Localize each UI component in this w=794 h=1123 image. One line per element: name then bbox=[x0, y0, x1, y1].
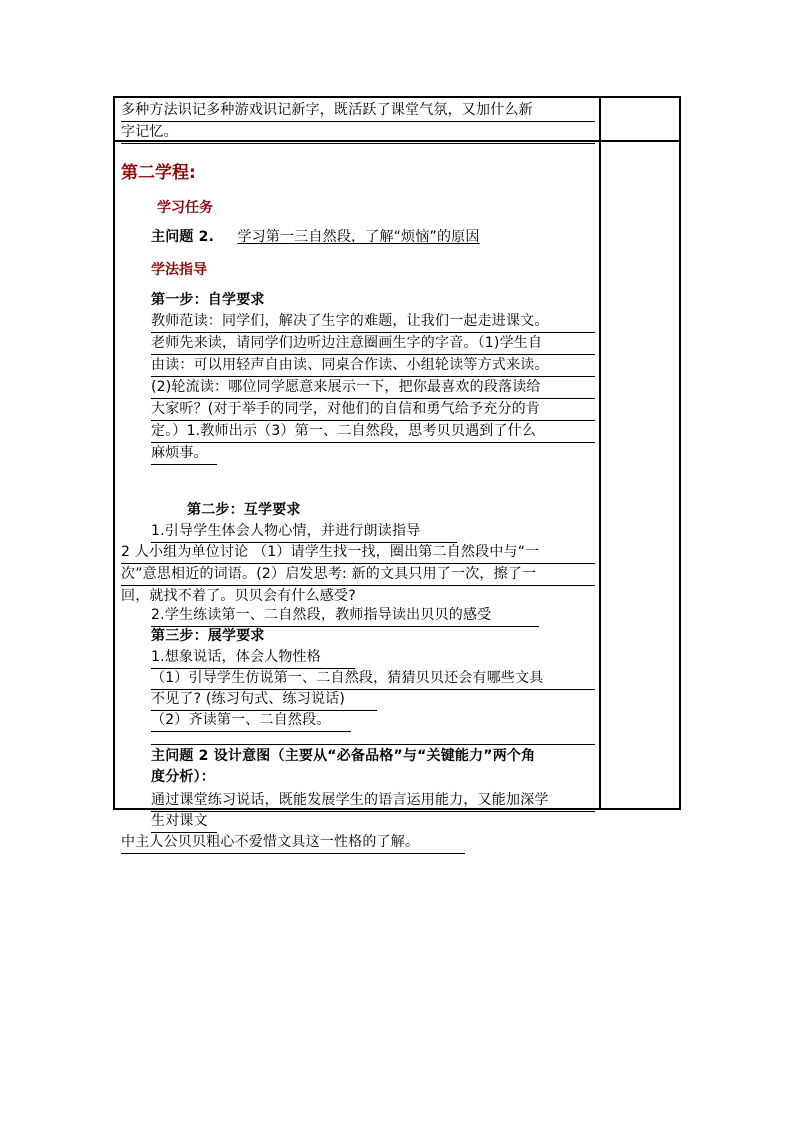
design-heading-line: 度分析）： bbox=[151, 769, 215, 785]
design-body-line: 通过课堂练习说话，既能发展学生的语言运用能力，又能加深学 bbox=[151, 790, 595, 812]
design-body-line: 中主人公贝贝粗心不爱惜文具这一性格的了解。 bbox=[121, 832, 465, 854]
step2-line: 2.学生练读第一、二自然段，教师指导读出贝贝的感受 bbox=[151, 605, 539, 627]
step3-line: 不见了? (练习句式、练习说话) bbox=[151, 689, 377, 711]
step3-line: 1.想象说话，体会人物性格 bbox=[151, 647, 355, 669]
step2-line: 回，就找不着了。贝贝会有什么感受? bbox=[121, 588, 356, 604]
step1-block bbox=[151, 290, 595, 465]
divider bbox=[151, 744, 595, 745]
step1-line: 定。）1.教师出示（3）第一、二自然段，思考贝贝遇到了什么 bbox=[151, 421, 595, 443]
table-row bbox=[115, 98, 679, 140]
step2-line: 2 人小组为单位讨论 （1）请学生找一找，圈出第二自然段中与“一 bbox=[121, 542, 595, 564]
method-heading: 学法指导 bbox=[151, 262, 207, 278]
table-row bbox=[115, 140, 679, 850]
step1-line: 教师范读：同学们，解决了生字的难题，让我们一起走进课文。 bbox=[151, 311, 595, 333]
step3-line: （1）引导学生仿说第一、二自然段，猜猜贝贝还会有哪些文具 bbox=[151, 668, 595, 690]
step1-line: (2)轮流读：哪位同学愿意来展示一下，把你最喜欢的段落读给 bbox=[151, 377, 595, 399]
design-heading-line: 主问题 2 设计意图（主要从“必备品格”与“关键能力”两个角 bbox=[151, 748, 536, 764]
design-body-line: 生对课文 bbox=[151, 811, 217, 833]
step1-line: 大家听？(对于举手的同学，对他们的自信和勇气给予充分的肯 bbox=[151, 399, 595, 421]
step1-line: 麻烦事。 bbox=[151, 443, 217, 465]
content-cell bbox=[115, 142, 601, 850]
step1-line: 由读：可以用轻声自由读、同桌合作读、小组轮读等方式来读。 bbox=[151, 355, 595, 377]
main-question-text: 学习第一三自然段，了解“烦恼”的原因 bbox=[237, 229, 480, 245]
design-heading bbox=[151, 746, 595, 788]
task-heading: 学习任务 bbox=[157, 200, 213, 216]
text-line: 多种方法识记多种游戏识记新字，既活跃了课堂气氛，又加什么新 bbox=[121, 100, 595, 122]
main-question bbox=[151, 227, 480, 248]
step2-line: 1.引导学生体会人物心情，并进行朗读指导 bbox=[151, 521, 457, 543]
lesson-plan-table bbox=[113, 96, 681, 850]
notes-cell bbox=[601, 142, 679, 808]
step3-heading: 第三步：展学要求 bbox=[151, 628, 265, 644]
step1-heading: 第一步：自学要求 bbox=[151, 292, 265, 308]
main-question-label: 主问题 2. bbox=[151, 229, 215, 245]
step2-heading: 第二步：互学要求 bbox=[187, 502, 301, 518]
step2-discussion bbox=[121, 542, 595, 607]
step2-line: 次”意思相近的词语。(2）启发思考: 新的文具只用了一次，擦了一 bbox=[121, 564, 595, 586]
content-cell bbox=[115, 98, 601, 140]
text-line: 字记忆。 bbox=[121, 122, 595, 144]
stage-title: 第二学程: bbox=[121, 163, 196, 183]
step3-line: （2）齐读第一、二自然段。 bbox=[151, 710, 351, 732]
step1-line: 老师先来读，请同学们边听边注意圈画生字的字音。（1)学生自 bbox=[151, 333, 595, 355]
notes-cell bbox=[601, 98, 679, 140]
